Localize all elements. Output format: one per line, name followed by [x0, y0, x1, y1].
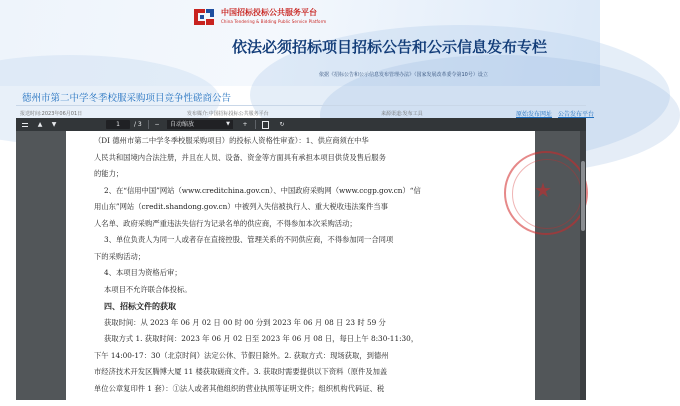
scrollbar-thumb[interactable]: [581, 161, 585, 231]
pdf-text-line: 获取方式 1. 获取时间：2023 年 06 月 02 日至 2023 年 06 月 08 日，每日上午 8:30-11:30，: [104, 334, 419, 343]
pdf-scrollbar[interactable]: [580, 131, 586, 400]
announcement-title: 德州市第二中学冬季校服采购项目竞争性磋商公告: [22, 93, 232, 104]
pdf-page: [66, 131, 552, 406]
chevron-down-icon: ▼: [226, 121, 230, 127]
seal-star-icon: ★: [534, 178, 552, 202]
page-down-icon[interactable]: ▼: [51, 121, 57, 128]
toolbar-separator: [148, 120, 149, 129]
pdf-text-line: 用山东”网站（credit.shandong.gov.cn）中被列入失信被执行人、重大税收违法案件当事: [94, 202, 388, 211]
zoom-select[interactable]: [167, 120, 233, 129]
pdf-text-line: 下午 14:00-17：30（北京时间）法定公休、节假日除外。2. 获取方式：现场获取，到德州: [94, 350, 389, 360]
pdf-text-line: 人民共和国境内合法注册，并且在人员、设备、资金等方面具有承担本项目供货及售后服务: [94, 152, 386, 162]
platform-link[interactable]: 公告发布平台: [558, 111, 595, 118]
pdf-text-line: 市经济技术开发区腾博大厦 11 楼获取磋商文件。3. 获取时需要提供以下资料（原件及加盖: [94, 367, 388, 376]
zoom-in-icon[interactable]: +: [242, 121, 248, 128]
page-number-input[interactable]: 1: [106, 120, 130, 129]
pdf-text-line: 人名单、政府采购严重违法失信行为记录名单的供应商，不得参加本次采购活动；: [94, 218, 357, 228]
pdf-text-line: 本项目不允许联合体投标。: [104, 284, 192, 294]
pdf-viewer: [16, 118, 586, 400]
sidebar-toggle-icon[interactable]: [21, 120, 29, 129]
submit-date: 报送时间:2023年06月01日: [20, 111, 83, 117]
pdf-text-line: 下的采购活动；: [94, 251, 146, 261]
title-divider: [16, 105, 586, 106]
platform-logo-icon[interactable]: [191, 5, 217, 29]
pdf-text-line: 单位公章复印件 1 套）：①法人或者其他组织的营业执照等证明文件；组织机构代码证、税: [94, 383, 385, 393]
pdf-text-line: 4、本项目为资格后审；: [104, 268, 182, 277]
pdf-text-line: 3、单位负责人为同一人或者存在直接控股、管理关系的不同供应商，不得参加同一合同项: [104, 235, 394, 244]
site-banner: [0, 0, 600, 86]
pdf-text-line: （DI 德州市第二中学冬季校服采购项目）的投标人资格性审查）：1、供应商须在中华: [94, 136, 369, 145]
zoom-out-icon[interactable]: −: [154, 121, 160, 128]
publish-platform: 发布媒介:中国招标投标公共服务平台: [187, 111, 269, 117]
banner-title: 依法必须招标项目招标公告和公示信息发布专栏: [232, 38, 548, 56]
toolbar-separator: [255, 120, 256, 129]
pdf-toolbar: [16, 118, 586, 131]
banner-basis-text: 依据《招标公告和公示信息发布管理办法》（国家发展改革委令第10号）设立: [319, 72, 488, 78]
zoom-label: 自动缩放: [170, 121, 195, 128]
original-url-link[interactable]: 原始发布网址: [516, 111, 553, 118]
page-up-icon[interactable]: ▲: [37, 121, 43, 128]
pdf-text-line: 获取时间：从 2023 年 06 月 02 日 00 时 00 分到 2023 年 06 月 08 日 23 时 59 分: [104, 317, 386, 327]
official-seal-stamp: [504, 151, 588, 235]
history-icon[interactable]: ↻: [279, 121, 285, 128]
pdf-text-line: 的能力；: [94, 169, 124, 178]
platform-name-en: China Tendering & Bidding Public Service Platform: [221, 19, 327, 24]
pdf-section-heading: 四、招标文件的获取: [104, 301, 176, 311]
source-channel: 来源渠道:发布工具: [381, 111, 423, 117]
fit-page-icon[interactable]: [261, 120, 269, 129]
page-total: / 3: [134, 121, 142, 128]
platform-name-cn: 中国招标投标公共服务平台: [221, 8, 317, 17]
pdf-text-line: 2、在“信用中国”网站（www.creditchina.gov.cn）、中国政府采购网（www.ccgp.gov.cn）“信: [104, 185, 421, 195]
